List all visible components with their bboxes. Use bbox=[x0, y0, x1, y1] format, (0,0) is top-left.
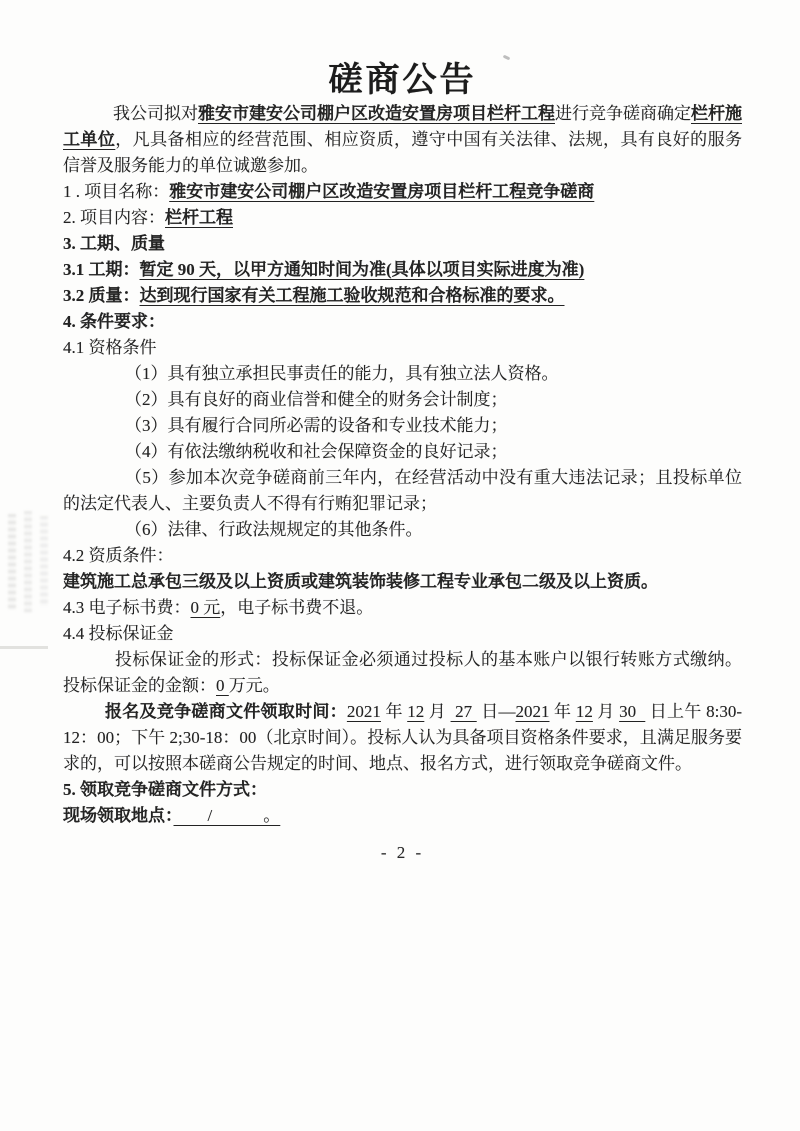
condition-item-1 bbox=[63, 361, 742, 387]
text-run: 投标保证金的形式：投标保证金必须通过投标人的基本账户以银行转账方式缴纳。投标保证金的金额： bbox=[63, 650, 742, 695]
text-run: 我公司拟对 bbox=[113, 104, 198, 123]
text-run: 4.3 电子标书费： bbox=[63, 598, 191, 617]
underlined-text: 达到现行国家有关工程施工验收规范和合格标准的要求。 bbox=[139, 286, 565, 305]
bid-bond-paragraph bbox=[63, 647, 742, 699]
scan-smudge bbox=[24, 511, 32, 613]
bid-bond-heading bbox=[63, 621, 742, 647]
condition-item-2 bbox=[63, 387, 742, 413]
quality-line bbox=[63, 283, 742, 309]
text-run: 日上午 8:30-12：00；下午 2;30-18：00（北京时间）。投标人认为具备项目资格条件要求，且满足服务要求的，可以按照本磋商公告规定的时间、地点、报名方式，进行领取竞争磋商文件。 bbox=[63, 702, 743, 773]
bold-text: 现场领取地点： bbox=[63, 806, 174, 825]
bold-text: 4. 条件要求： bbox=[63, 312, 165, 331]
text-run: 1 . 项目名称： bbox=[63, 182, 170, 201]
qualification-heading bbox=[63, 335, 742, 361]
underlined-text: / 。 bbox=[173, 806, 281, 825]
intro-paragraph bbox=[63, 101, 742, 179]
text-run: （5）参加本次竞争磋商前三年内，在经营活动中没有重大违法记录；且投标单位的法定代表人、主要负责人不得有行贿犯罪记录； bbox=[63, 468, 742, 513]
bold-text: 报名及竞争磋商文件领取时间： bbox=[105, 702, 347, 721]
text-run: 4.4 投标保证金 bbox=[63, 624, 174, 643]
paragraph-container bbox=[63, 101, 742, 829]
text-run: 进行竞争磋商确定 bbox=[555, 104, 691, 123]
text-run: 月 bbox=[424, 702, 451, 721]
credential-heading bbox=[63, 543, 742, 569]
page-title: 磋商公告 bbox=[328, 62, 477, 99]
condition-item-3 bbox=[63, 413, 742, 439]
text-run: （6）法律、行政法规规定的其他条件。 bbox=[125, 520, 423, 539]
text-run: 月 bbox=[592, 702, 620, 721]
conditions-heading bbox=[63, 309, 742, 335]
scan-smudge bbox=[8, 514, 16, 610]
bold-text: 3.2 质量： bbox=[63, 286, 140, 305]
underlined-text: 30 bbox=[619, 702, 646, 721]
text-run: （3）具有履行合同所必需的设备和专业技术能力； bbox=[125, 416, 508, 435]
text-run: 年 bbox=[380, 702, 408, 721]
duration-quality-heading bbox=[63, 231, 742, 257]
underlined-text: 2021 bbox=[515, 702, 550, 721]
condition-item-6 bbox=[63, 517, 742, 543]
text-run: （1）具有独立承担民事责任的能力，具有独立法人资格。 bbox=[125, 364, 559, 383]
text-run: （4）有依法缴纳税收和社会保障资金的良好记录； bbox=[125, 442, 508, 461]
text-run: （2）具有良好的商业信誉和健全的财务会计制度； bbox=[125, 390, 508, 409]
underlined-text: 雅安市建安公司棚户区改造安置房项目栏杆工程 bbox=[198, 104, 555, 123]
project-content-item bbox=[63, 205, 742, 231]
underlined-text: 12 bbox=[575, 702, 593, 721]
underlined-text: 栏杆工程 bbox=[165, 208, 233, 227]
underlined-text: 0 元 bbox=[190, 598, 221, 617]
underlined-text: 0 bbox=[216, 676, 229, 695]
registration-time-paragraph bbox=[63, 699, 742, 777]
pickup-location-line bbox=[63, 803, 742, 829]
duration-line bbox=[63, 257, 742, 283]
bold-text: 建筑施工总承包三级及以上资质或建筑装饰装修工程专业承包二级及以上资质。 bbox=[63, 572, 658, 591]
underlined-text: 雅安市建安公司棚户区改造安置房项目栏杆工程竞争磋商 bbox=[169, 182, 595, 201]
text-run: 日— bbox=[476, 702, 516, 721]
underlined-text: 栏杆施工单位 bbox=[63, 104, 742, 149]
underlined-text: 12 bbox=[407, 702, 425, 721]
bold-text: 5. 领取竞争磋商文件方式： bbox=[63, 780, 267, 799]
underlined-text: 暂定 90 天，以甲方通知时间为准(具体以项目实际进度为准) bbox=[139, 260, 585, 279]
text-run: 万元。 bbox=[228, 676, 280, 695]
document-body bbox=[63, 0, 742, 869]
pickup-method-heading bbox=[63, 777, 742, 803]
condition-item-5 bbox=[63, 465, 742, 517]
project-name-item bbox=[63, 179, 742, 205]
bold-text: 3.1 工期： bbox=[63, 260, 140, 279]
qualification-requirement-line bbox=[63, 569, 742, 595]
bid-doc-fee-line bbox=[63, 595, 742, 621]
text-run: 2. 项目内容： bbox=[63, 208, 165, 227]
text-run: 4.1 资格条件 bbox=[63, 338, 157, 357]
page-number: - 2 - bbox=[380, 843, 425, 862]
scan-smudge bbox=[40, 516, 48, 606]
text-run: 4.2 资质条件： bbox=[63, 546, 174, 565]
text-run: 年 bbox=[549, 702, 576, 721]
underlined-text: 27 bbox=[450, 702, 477, 721]
scan-streak bbox=[0, 646, 48, 649]
bold-text: 3. 工期、质量 bbox=[63, 234, 165, 253]
underlined-text: 2021 bbox=[346, 702, 381, 721]
text-run: ，凡具备相应的经营范围、相应资质，遵守中国有关法律、法规，具有良好的服务信誉及服务能力的单位诚邀参加。 bbox=[63, 130, 743, 175]
condition-item-4 bbox=[63, 439, 742, 465]
text-run: ，电子标书费不退。 bbox=[220, 598, 374, 617]
